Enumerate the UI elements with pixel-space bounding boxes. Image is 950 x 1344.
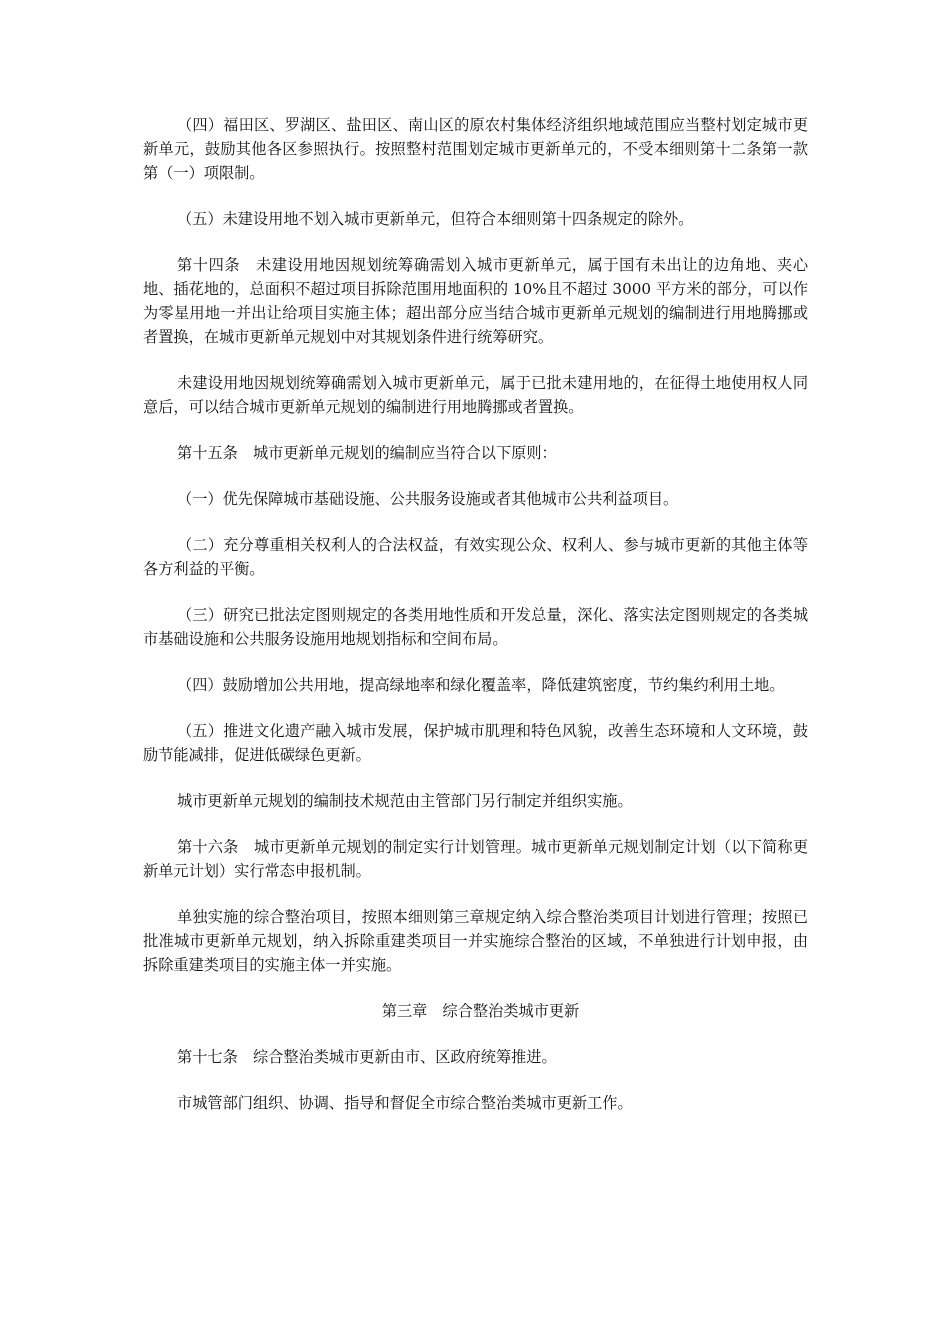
paragraph-13-5: （五）未建设用地不划入城市更新单元，但符合本细则第十四条规定的除外。 bbox=[177, 210, 694, 228]
paragraph-15-1: （一）优先保障城市基础设施、公共服务设施或者其他城市公共利益项目。 bbox=[177, 490, 679, 508]
paragraph-article-15: 第十五条 城市更新单元规划的编制应当符合以下原则： bbox=[177, 444, 557, 462]
paragraph-article-17: 第十七条 综合整治类城市更新由市、区政府统筹推进。 bbox=[177, 1048, 557, 1066]
paragraph-article-14: 第十四条 未建设用地因规划统筹确需划入城市更新单元，属于国有未出让的边角地、夹心地、插花地的，总面积不超过项目拆除范围用地面积的 10%且不超过 3000 平方米的部分，可以作为零星用地一并出让给项目实施主体；超出部分应当结合城市更新单元规划的编制进行用地腾挪或者置换，在城市更新单元规划中对其规划条件进行统筹研究。 bbox=[143, 256, 808, 346]
paragraph-15-4: （四）鼓励增加公共用地，提高绿地率和绿化覆盖率，降低建筑密度，节约集约利用土地。 bbox=[177, 676, 785, 694]
document-body bbox=[143, 113, 808, 1137]
paragraph-13-4: （四）福田区、罗湖区、盐田区、南山区的原农村集体经济组织地域范围应当整村划定城市更新单元，鼓励其他各区参照执行。按照整村范围划定城市更新单元的，不受本细则第十二条第一款第（一）项限制。 bbox=[143, 116, 808, 182]
paragraph-article-17-2: 市城管部门组织、协调、指导和督促全市综合整治类城市更新工作。 bbox=[177, 1094, 633, 1112]
paragraph-article-14-2: 未建设用地因规划统筹确需划入城市更新单元，属于已批未建用地的，在征得土地使用权人同意后，可以结合城市更新单元规划的编制进行用地腾挪或者置换。 bbox=[143, 374, 808, 416]
paragraph-15-5: （五）推进文化遗产融入城市发展，保护城市肌理和特色风貌，改善生态环境和人文环境，鼓励节能减排，促进低碳绿色更新。 bbox=[143, 722, 808, 764]
paragraph-15-tail: 城市更新单元规划的编制技术规范由主管部门另行制定并组织实施。 bbox=[177, 792, 633, 810]
paragraph-15-3: （三）研究已批法定图则规定的各类用地性质和开发总量，深化、落实法定图则规定的各类城市基础设施和公共服务设施用地规划指标和空间布局。 bbox=[143, 606, 808, 648]
paragraph-article-16: 第十六条 城市更新单元规划的制定实行计划管理。城市更新单元规划制定计划（以下简称更新单元计划）实行常态申报机制。 bbox=[143, 838, 808, 880]
paragraph-article-16-2: 单独实施的综合整治项目，按照本细则第三章规定纳入综合整治类项目计划进行管理；按照已批准城市更新单元规划，纳入拆除重建类项目一并实施综合整治的区域，不单独进行计划申报，由拆除重建类项目的实施主体一并实施。 bbox=[143, 908, 808, 974]
chapter-heading: 第三章 综合整治类城市更新 bbox=[381, 1002, 580, 1020]
paragraph-15-2: （二）充分尊重相关权利人的合法权益，有效实现公众、权利人、参与城市更新的其他主体等各方利益的平衡。 bbox=[143, 536, 808, 578]
